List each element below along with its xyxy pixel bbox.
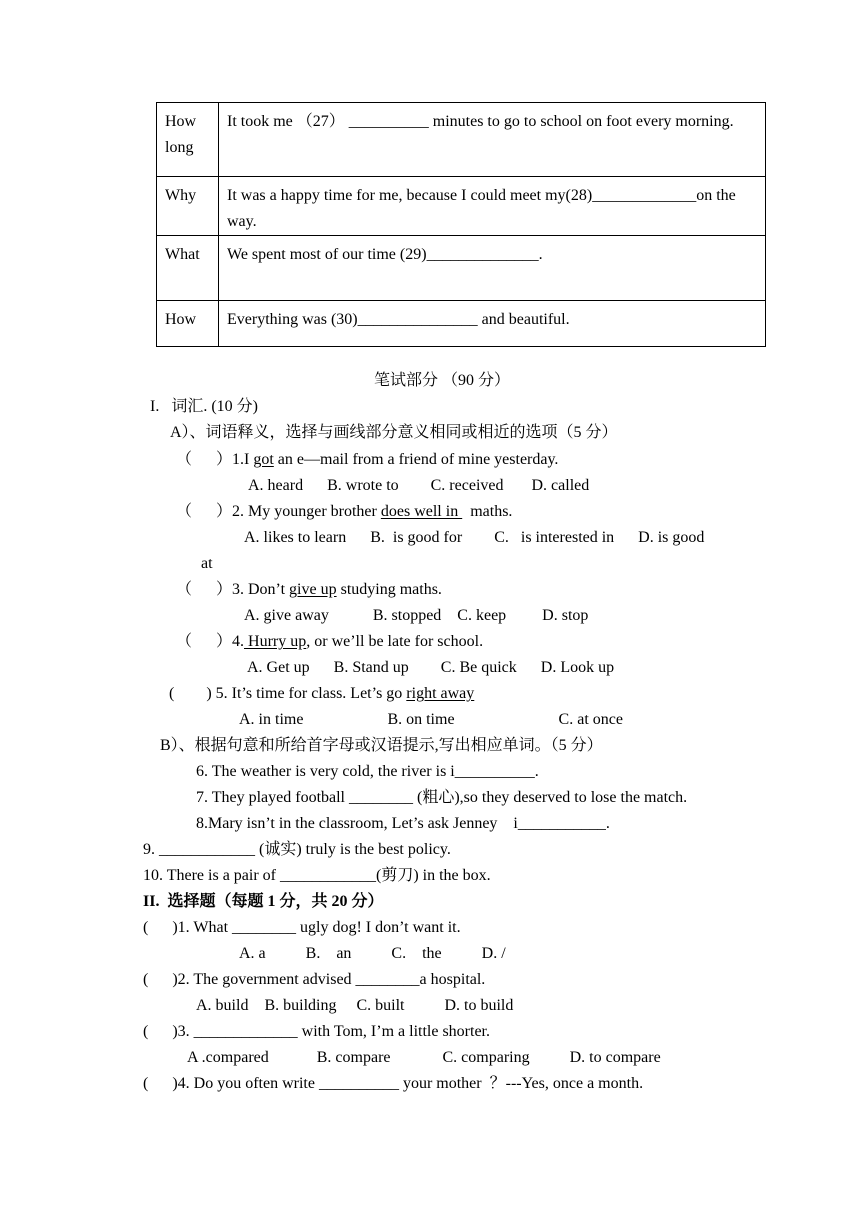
vocab-options-1: A. heard B. wrote to C. received D. called bbox=[248, 477, 590, 494]
choice-question-3: ( )3. _____________ with Tom, I’m a little shorter. bbox=[143, 1023, 490, 1040]
table-row bbox=[157, 103, 766, 177]
choice-question-1: ( )1. What ________ ugly dog! I don’t want it. bbox=[143, 919, 461, 936]
row-key: How bbox=[157, 301, 219, 347]
table-row bbox=[157, 236, 766, 301]
info-table bbox=[156, 102, 766, 347]
vocab-question-3: （ ）3. Don’t give up studying maths. bbox=[176, 581, 442, 598]
fill-question-9: 9. ____________ (诚实) truly is the best policy. bbox=[143, 841, 451, 858]
choice-options-2: A. build B. building C. built D. to build bbox=[196, 997, 514, 1014]
row-value: It took me （27） __________ minutes to go to school on foot every morning. bbox=[219, 103, 766, 177]
choice-question-4: ( )4. Do you often write __________ your mother ？---Yes, once a month. bbox=[143, 1075, 644, 1092]
row-key: How long bbox=[157, 103, 219, 177]
section1-heading: I. 词汇. (10 分) bbox=[150, 398, 258, 415]
fill-question-6: 6. The weather is very cold, the river is i__________. bbox=[196, 763, 539, 780]
fill-question-7: 7. They played football ________ (粗心),so they deserved to lose the match. bbox=[196, 789, 688, 806]
fill-question-10: 10. There is a pair of ____________(剪刀) in the box. bbox=[143, 867, 491, 884]
choice-question-2: ( )2. The government advised ________a hospital. bbox=[143, 971, 486, 988]
vocab-question-1: （ ）1.I got an e—mail from a friend of mine yesterday. bbox=[176, 451, 559, 468]
row-value: It was a happy time for me, because I could meet my(28)_____________on the way. bbox=[219, 177, 766, 236]
partA-instruction: A）、词语释义，选择与画线部分意义相同或相近的选项（5 分） bbox=[170, 424, 618, 441]
vocab-options-3: A. give away B. stopped C. keep D. stop bbox=[244, 607, 589, 624]
row-value: Everything was (30)_______________ and beautiful. bbox=[219, 301, 766, 347]
choice-options-3: A .compared B. compare C. comparing D. to compare bbox=[187, 1049, 661, 1066]
vocab-question-2: （ ）2. My younger brother does well in maths. bbox=[176, 503, 513, 520]
partB-instruction: B）、根据句意和所给首字母或汉语提示,写出相应单词。（5 分） bbox=[160, 737, 603, 754]
table-row bbox=[157, 301, 766, 347]
vocab-question-4: （ ）4. Hurry up, or we’ll be late for school. bbox=[176, 633, 484, 650]
vocab-options-5: A. in time B. on time C. at once bbox=[239, 711, 623, 728]
row-key: Why bbox=[157, 177, 219, 236]
row-key: What bbox=[157, 236, 219, 301]
table-row bbox=[157, 177, 766, 236]
section-title: 笔试部分 （90 分） bbox=[374, 372, 511, 389]
fill-question-8: 8.Mary isn’t in the classroom, Let’s ask Jenney i___________. bbox=[196, 815, 610, 832]
choice-options-1: A. a B. an C. the D. / bbox=[239, 945, 506, 962]
row-value: We spent most of our time (29)______________. bbox=[219, 236, 766, 301]
vocab-question-5: ( ) 5. It’s time for class. Let’s go right away bbox=[169, 685, 475, 702]
vocab-options-2-cont: at bbox=[201, 555, 213, 572]
vocab-options-4: A. Get up B. Stand up C. Be quick D. Look up bbox=[247, 659, 615, 676]
vocab-options-2: A. likes to learn B. is good for C. is interested in D. is good bbox=[244, 529, 705, 546]
section2-heading: II. 选择题（每题 1 分，共 20 分） bbox=[143, 893, 384, 910]
